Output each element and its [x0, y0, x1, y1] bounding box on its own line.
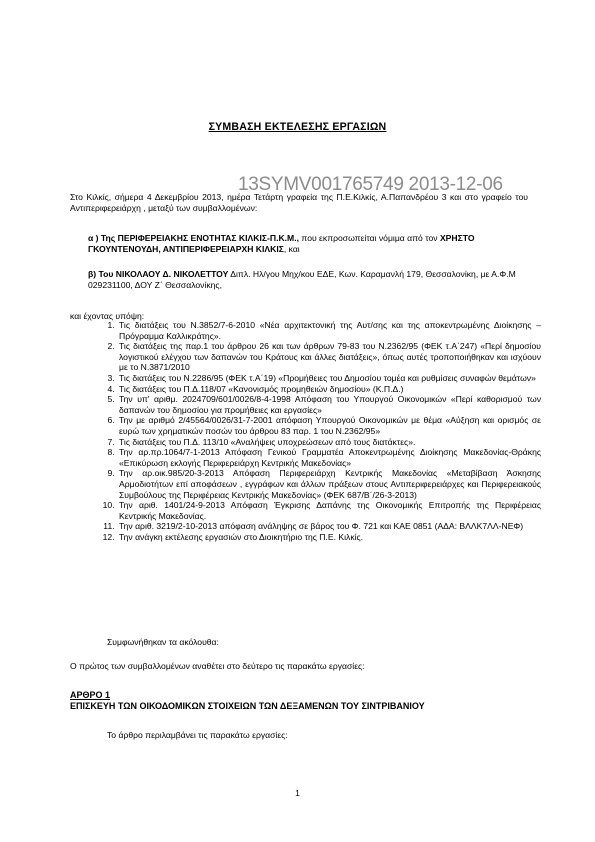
agreed-line: Συμφωνήθηκαν τα ακόλουθα:	[107, 637, 219, 647]
document-title: ΣΥΜΒΑΣΗ ΕΚΤΕΛΕΣΗΣ ΕΡΓΑΣΙΩΝ	[208, 121, 387, 133]
consideration-item: 11. Την αριθ. 3219/2-10-2013 απόφαση ανάληψης σε βάρος του Φ. 721 και ΚΑΕ 0851 (ΑΔΑ: ΒΛΛΚ7ΛΛ-ΝΕΦ)	[117, 521, 541, 532]
assignment-line: Ο πρώτος των συμβαλλομένων αναθέτει στο δεύτερο τις παρακάτω εργασίες:	[70, 661, 365, 671]
consideration-item: 8. Την αρ.πρ.1064/7-1-2013 Απόφαση Γενικού Γραμματέα Αποκεντρωμένης Διοίκησης Μακεδονίας-Θράκης «Επικύρωση εκλογής Περιφερειάρχη Κεντρικής Μακεδονίας»	[117, 447, 541, 468]
consideration-item: 1. Τις διατάξεις του Ν.3852/7-6-2010 «Νέα αρχιτεκτονική της Αυτ/σης και της αποκεντρωμένης Διοίκησης – Πρόγραμμα Καλλικράτης».	[117, 320, 541, 341]
consideration-item: 7. Τις διατάξεις του Π.Δ. 113/10 «Αναλήψεις υποχρεώσεων από τους διατάκτες».	[117, 437, 541, 448]
page-number: 1	[295, 788, 300, 798]
article-body: Το άρθρο περιλαμβάνει τις παρακάτω εργασίες:	[107, 730, 288, 740]
consideration-item: 9. Την αρ.οικ.985/20-3-2013 Απόφαση Περιφερειάρχη Κεντρικής Μακεδονίας «Μεταβίβαση Άσκησης Αρμοδιοτήτων επί αποφάσεων , εγγράφων και άλλων πράξεων στους Αντιπεριφερειάρχες και Περιφερειακούς Συμβούλους της Περιφέρειας Κεντρικής Μακεδονίας» (ΦΕΚ 687/Β΄/26-3-2013)	[117, 468, 541, 500]
intro-paragraph: Στο Κιλκίς, σήμερα 4 Δεκεμβρίου 2013, ημέρα Τετάρτη γραφεία της Π.Ε.Κιλκίς, Α.Παπανδρέου 3 και στο γραφείο του Αντιπεριφερειάρχη , μεταξύ των συμβαλλομένων:	[70, 192, 528, 213]
considerations-list	[103, 320, 541, 542]
article-title: ΑΡΘΡΟ 1	[70, 690, 111, 700]
party-b-details: Διπλ. Ηλ/γου Μηχ/κου ΕΔΕ, Κων. Καραμανλή 179, Θεσσαλονίκη, με Α.Φ.Μ 029231100, ΔΟΥ Ζ΄ Θεσσαλονίκης,	[88, 269, 516, 290]
consideration-item: 6. Την με αριθμό 2/45564/0026/31-7-2001 απόφαση Υπουργού Οικονομικών με θέμα «Αύξηση και ορισμός σε ευρώ των χρηματικών ποσών του άρθρου 83 παρ. 1 του Ν.2362/95»	[117, 415, 541, 436]
adam-code: 13SYMV001765749 2013-12-06	[238, 174, 503, 195]
party-a-name: α ) Της ΠΕΡΙΦΕΡΕΙΑΚΗΣ ΕΝΟΤΗΤΑΣ ΚΙΛΚΙΣ-Π.Κ.Μ.,	[88, 233, 299, 243]
party-a-middle: που εκπροσωπείται νόμιμα από τον	[299, 233, 440, 243]
consideration-item: 12. Την ανάγκη εκτέλεσης εργασιών στο Διοικητήριο της Π.Ε. Κιλκίς.	[117, 532, 541, 543]
consideration-item: 10. Την αριθ. 1401/24-9-2013 Απόφαση Έγκρισης Δαπάνης της Οικονομικής Επιτροπής της Περιφέρειας Κεντρικής Μακεδονίας.	[117, 500, 541, 521]
party-b	[88, 269, 528, 291]
article-subtitle: ΕΠΙΣΚΕΥΗ ΤΩΝ ΟΙΚΟΔΟΜΙΚΩΝ ΣΤΟΙΧΕΙΩΝ ΤΩΝ ΔΕΞΑΜΕΝΩΝ ΤΟΥ ΣΙΝΤΡΙΒΑΝΙΟΥ	[70, 701, 425, 711]
consideration-item: 5. Την υπ' αριθμ. 2024709/601/0026/8-4-1998 Απόφαση του Υπουργού Οικονομικών «Περί καθορισμού των δαπανών του δημοσίου για προμήθειες και εργασίες»	[117, 394, 541, 415]
consideration-item: 3. Τις διατάξεις του Ν.2286/95 (ΦΕΚ τ.Α΄19) «Προμήθειες του Δημοσίου τομέα και ρυθμίσεις συναφών θεμάτων»	[117, 373, 541, 384]
consideration-item: 4. Τις διατάξεις του Π.Δ.118/07 «Κανονισμός προμηθειών δημοσίου» (Κ.Π.Δ.)	[117, 384, 541, 395]
whereas-heading: και έχοντας υπόψη:	[70, 311, 145, 321]
party-b-name: β) Του ΝΙΚΟΛΑΟΥ Δ. ΝΙΚΟΛΕΤΤΟΥ	[88, 269, 229, 279]
consideration-item: 2. Τις διατάξεις της παρ.1 του άρθρου 26 και των άρθρων 79-83 του Ν.2362/95 (ΦΕΚ τ.Α΄247) «Περί δημοσίου λογιστικού ελέγχου των δαπανών του Κράτους και άλλες διατάξεις», όπως αυτές τροποποιήθηκαν και ισχύουν με το Ν.3871/2010	[117, 341, 541, 373]
party-a	[88, 233, 528, 255]
party-a-suffix: , και	[283, 244, 300, 254]
party-a-representative: ΧΡΗΣΤΟ ΓΚΟΥΝΤΕΝΟΥΔΗ, ΑΝΤΙΠΕΡΙΦΕΡΕΙΑΡΧΗ ΚΙΛΚΙΣ	[88, 233, 475, 254]
